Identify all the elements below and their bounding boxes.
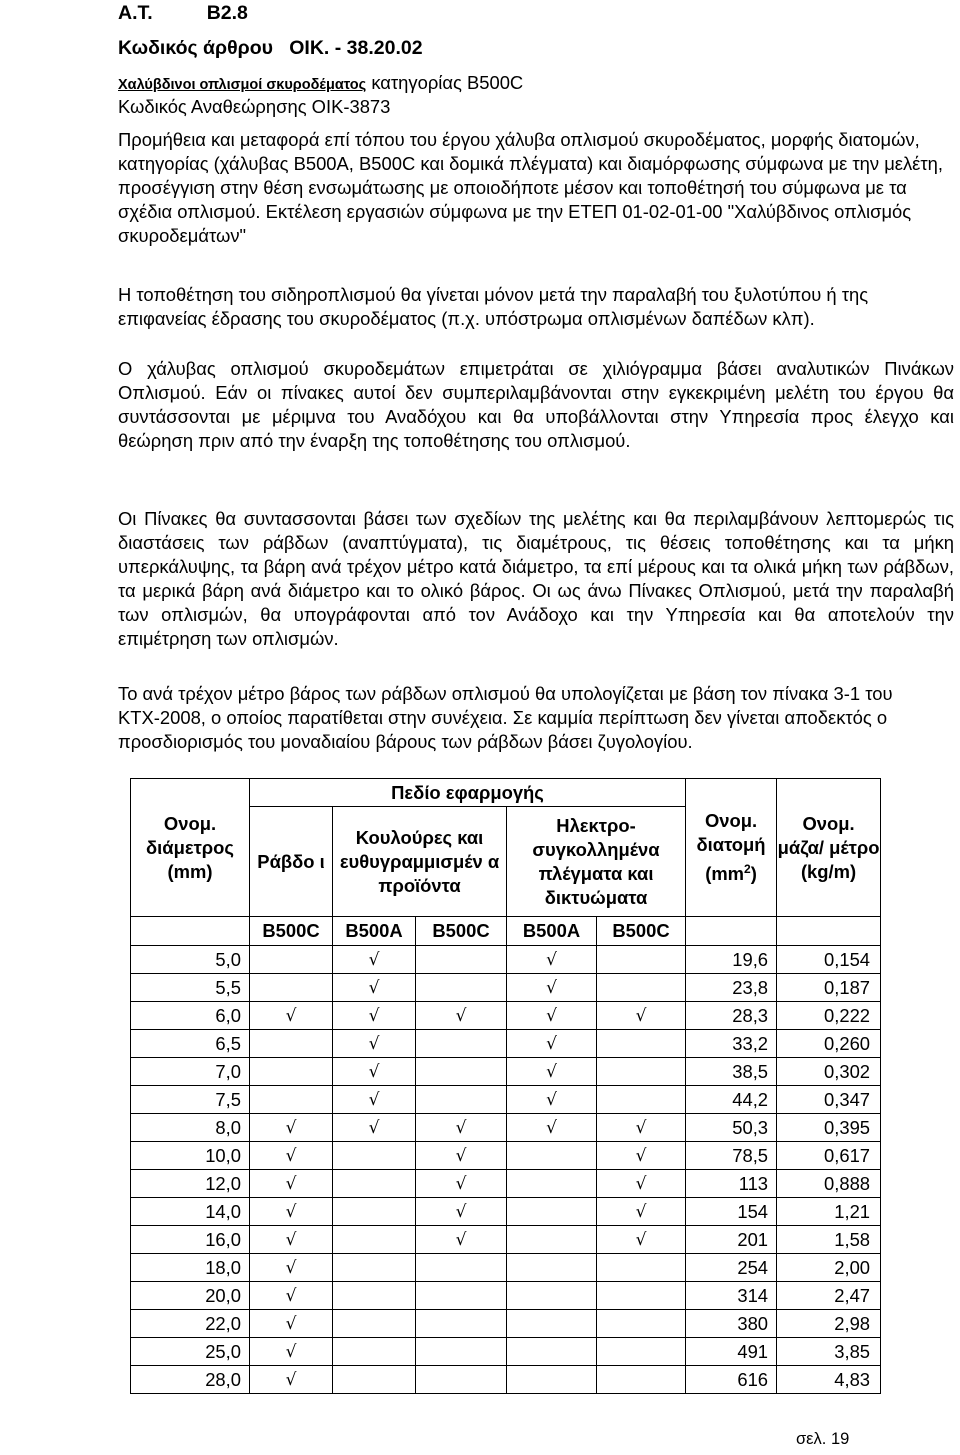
paragraph-text: Ο χάλυβας οπλισμού σκυροδεμάτων επιμετράται σε χιλιόγραμμα βάσει αναλυτικών Πινάκων Οπλισμού. Εάν οι πίνακες αυτοί δεν συμπεριλαμβάνονται στην εγκεκριμένη μελέτη του έργου θα συντάσσονται με μέριμνα του Αναδόχου και θα υποβάλλονται στην Υπηρεσία προς έλεγχο και θεώρηση πριν από την έναρξη της τοποθέτησης του οπλισμού. — [118, 358, 954, 451]
applicability-cell — [507, 1226, 597, 1254]
table-row — [131, 1170, 881, 1198]
article-code-label: Κωδικός άρθρου — [118, 37, 273, 59]
applicability-cell — [597, 1310, 686, 1338]
area-cell: 380 — [686, 1310, 777, 1338]
table-row — [131, 1114, 881, 1142]
applicability-cell — [507, 1114, 597, 1142]
diameter-cell: 7,0 — [131, 1058, 250, 1086]
table-row — [131, 1086, 881, 1114]
header-coils: Κουλούρες και ευθυγραμμισμέν α προϊόντα — [333, 807, 507, 917]
applicability-cell — [250, 974, 333, 1002]
check-icon: √ — [285, 1230, 297, 1250]
table-row — [131, 1142, 881, 1170]
check-icon: √ — [285, 1286, 297, 1306]
check-icon: √ — [285, 1006, 297, 1026]
table-row — [131, 1310, 881, 1338]
check-icon: √ — [285, 1258, 297, 1278]
applicability-cell — [333, 1170, 416, 1198]
applicability-cell — [416, 1002, 507, 1030]
applicability-cell — [416, 946, 507, 974]
applicability-cell — [333, 1086, 416, 1114]
applicability-cell — [416, 1170, 507, 1198]
check-icon: √ — [368, 950, 380, 970]
check-icon: √ — [546, 950, 557, 970]
diameter-cell: 7,5 — [131, 1086, 250, 1114]
paragraph-5 — [118, 682, 954, 754]
check-icon: √ — [285, 1342, 297, 1362]
paragraph-1 — [118, 128, 954, 248]
applicability-cell — [333, 1114, 416, 1142]
diameter-cell: 16,0 — [131, 1226, 250, 1254]
applicability-cell — [333, 1254, 416, 1282]
area-cell: 23,8 — [686, 974, 777, 1002]
applicability-cell — [507, 1310, 597, 1338]
applicability-cell — [416, 1338, 507, 1366]
paragraph-text: Το ανά τρέχον μέτρο βάρος των ράβδων οπλισμού θα υπολογίζεται με βάση τον πίνακα 3-1 του ΚΤΧ-2008, ο οποίος παρατίθεται στην συνέχεια. Σε καμμία περίπτωση δεν γίνεται αποδεκτός ο προσδιορισμός του μοναδιαίου βάρους των ράβδων βάσει ζυγολογίου. — [118, 683, 893, 752]
grade-cell: Β500C — [416, 917, 507, 946]
area-cell: 33,2 — [686, 1030, 777, 1058]
table-row — [131, 1282, 881, 1310]
applicability-cell — [507, 946, 597, 974]
check-icon: √ — [546, 1062, 557, 1082]
applicability-cell — [507, 1086, 597, 1114]
check-icon: √ — [368, 1034, 380, 1054]
applicability-cell — [333, 1282, 416, 1310]
table-row — [131, 1338, 881, 1366]
applicability-cell — [416, 1282, 507, 1310]
area-cell: 19,6 — [686, 946, 777, 974]
applicability-cell — [416, 1114, 507, 1142]
article-title — [118, 72, 523, 94]
applicability-cell — [597, 1254, 686, 1282]
check-icon: √ — [368, 978, 380, 998]
applicability-cell — [333, 1030, 416, 1058]
article-title-rest: κατηγορίας Β500C — [366, 72, 524, 93]
check-icon: √ — [635, 1146, 647, 1166]
area-cell: 314 — [686, 1282, 777, 1310]
page-number: σελ. 19 — [796, 1430, 850, 1448]
applicability-cell — [597, 1030, 686, 1058]
applicability-cell — [333, 1142, 416, 1170]
article-code — [118, 37, 423, 60]
article-title-bold: Χαλύβδινοι οπλισμοί σκυροδέματος — [118, 77, 367, 93]
applicability-cell — [507, 974, 597, 1002]
applicability-cell — [416, 1226, 507, 1254]
applicability-cell — [597, 974, 686, 1002]
diameter-cell: 12,0 — [131, 1170, 250, 1198]
applicability-cell — [250, 1030, 333, 1058]
mass-cell: 4,83 — [777, 1366, 881, 1394]
mass-cell: 1,21 — [777, 1198, 881, 1226]
applicability-cell — [507, 1282, 597, 1310]
diameter-cell: 5,5 — [131, 974, 250, 1002]
mass-cell: 0,187 — [777, 974, 881, 1002]
revision-code: Κωδικός Αναθεώρησης ΟΙΚ-3873 — [118, 96, 391, 117]
applicability-cell — [416, 1198, 507, 1226]
area-cell: 201 — [686, 1226, 777, 1254]
check-icon: √ — [546, 1118, 557, 1138]
applicability-cell — [416, 1254, 507, 1282]
applicability-cell — [597, 1086, 686, 1114]
applicability-cell — [597, 1366, 686, 1394]
applicability-cell — [250, 1198, 333, 1226]
applicability-cell — [333, 1310, 416, 1338]
applicability-cell — [250, 1254, 333, 1282]
check-icon: √ — [285, 1174, 297, 1194]
mass-cell: 0,347 — [777, 1086, 881, 1114]
check-icon: √ — [546, 1090, 557, 1110]
applicability-cell — [250, 1366, 333, 1394]
check-icon: √ — [455, 1230, 467, 1250]
table-row — [131, 974, 881, 1002]
grade-cell: Β500Α — [507, 917, 597, 946]
table-row — [131, 1254, 881, 1282]
applicability-cell — [507, 1366, 597, 1394]
applicability-cell — [333, 946, 416, 974]
paragraph-text: Η τοποθέτηση του σιδηροπλισμού θα γίνεται μόνον μετά την παραλαβή του ξυλοτύπου ή της επιφανείας έδρασης του σκυροδέματος (π.χ. υπόστρωμα οπλισμένων δαπέδων κλπ). — [118, 284, 869, 329]
area-cell: 254 — [686, 1254, 777, 1282]
table-row — [131, 946, 881, 974]
check-icon: √ — [368, 1006, 380, 1026]
check-icon: √ — [635, 1174, 647, 1194]
header-diameter: Ονομ. διάμετρος (mm) — [131, 779, 250, 917]
check-icon: √ — [368, 1062, 380, 1082]
grade-cell: Β500C — [597, 917, 686, 946]
mass-cell: 2,00 — [777, 1254, 881, 1282]
table-row — [131, 1058, 881, 1086]
check-icon: √ — [635, 1006, 647, 1026]
header-mass: Ονομ. μάζα/ μέτρο (kg/m) — [777, 779, 881, 917]
check-icon: √ — [546, 1034, 557, 1054]
area-cell: 491 — [686, 1338, 777, 1366]
check-icon: √ — [455, 1006, 467, 1026]
area-cell: 38,5 — [686, 1058, 777, 1086]
check-icon: √ — [455, 1202, 467, 1222]
applicability-cell — [333, 1198, 416, 1226]
check-icon: √ — [285, 1202, 297, 1222]
applicability-cell — [597, 1142, 686, 1170]
diameter-cell: 18,0 — [131, 1254, 250, 1282]
diameter-cell: 14,0 — [131, 1198, 250, 1226]
check-icon: √ — [635, 1202, 647, 1222]
diameter-cell: 25,0 — [131, 1338, 250, 1366]
table-row — [131, 1198, 881, 1226]
diameter-cell: 28,0 — [131, 1366, 250, 1394]
mass-cell: 3,85 — [777, 1338, 881, 1366]
check-icon: √ — [368, 1090, 380, 1110]
applicability-cell — [250, 1170, 333, 1198]
mass-cell: 0,260 — [777, 1030, 881, 1058]
check-icon: √ — [635, 1118, 647, 1138]
diameter-cell: 10,0 — [131, 1142, 250, 1170]
table-row — [131, 1030, 881, 1058]
header-area: Ονομ. διατομή $(mm^2)$ — [686, 779, 777, 917]
area-cell: 78,5 — [686, 1142, 777, 1170]
applicability-cell — [250, 946, 333, 974]
applicability-cell — [597, 1282, 686, 1310]
applicability-cell — [333, 1002, 416, 1030]
rebar-specification-table — [130, 778, 881, 1394]
header-application-field: Πεδίο εφαρμογής — [250, 779, 686, 807]
applicability-cell — [597, 946, 686, 974]
check-icon: √ — [368, 1118, 380, 1138]
applicability-cell — [597, 1058, 686, 1086]
applicability-cell — [416, 1086, 507, 1114]
applicability-cell — [250, 1226, 333, 1254]
applicability-cell — [507, 1058, 597, 1086]
applicability-cell — [507, 1254, 597, 1282]
mass-cell: 0,222 — [777, 1002, 881, 1030]
applicability-cell — [597, 1002, 686, 1030]
applicability-cell — [416, 1058, 507, 1086]
applicability-cell — [597, 1338, 686, 1366]
check-icon: √ — [546, 1006, 557, 1026]
applicability-cell — [597, 1114, 686, 1142]
check-icon: √ — [285, 1118, 297, 1138]
header-bars: Ράβδο ι — [250, 807, 333, 917]
area-cell: 154 — [686, 1198, 777, 1226]
applicability-cell — [507, 1030, 597, 1058]
table-row — [131, 1226, 881, 1254]
check-icon: √ — [455, 1146, 467, 1166]
grade-cell: Β500Α — [333, 917, 416, 946]
article-code-value: ΟΙΚ. - 38.20.02 — [289, 37, 423, 59]
paragraph-3 — [118, 357, 954, 453]
area-cell: 28,3 — [686, 1002, 777, 1030]
applicability-cell — [250, 1114, 333, 1142]
applicability-cell — [416, 1142, 507, 1170]
applicability-cell — [250, 1282, 333, 1310]
mass-cell: 0,154 — [777, 946, 881, 974]
paragraph-2 — [118, 283, 954, 331]
applicability-cell — [250, 1310, 333, 1338]
applicability-cell — [250, 1002, 333, 1030]
diameter-cell: 5,0 — [131, 946, 250, 974]
applicability-cell — [333, 974, 416, 1002]
mass-cell: 0,302 — [777, 1058, 881, 1086]
applicability-cell — [250, 1058, 333, 1086]
area-cell: 616 — [686, 1366, 777, 1394]
applicability-cell — [250, 1142, 333, 1170]
mass-cell: 2,98 — [777, 1310, 881, 1338]
area-cell: 50,3 — [686, 1114, 777, 1142]
mass-cell: 0,888 — [777, 1170, 881, 1198]
mass-cell: 0,395 — [777, 1114, 881, 1142]
table-row — [131, 1366, 881, 1394]
area-cell: 44,2 — [686, 1086, 777, 1114]
paragraph-text: Οι Πίνακες θα συντασσονται βάσει των σχεδίων της μελέτης και θα περιλαμβάνουν λεπτομερώς τις διαστάσεις των ράβδων (αναπτύγματα), τις διαμέτρους, τις θέσεις τοποθέτησης και τα μήκη υπερκάλυψης, τα βάρη ανά τρέχον μέτρο κατά διάμετρο, τα επί μέρους και τα ολικά μήκη των ράβδων, τα μερικά βάρη ανά διάμετρο και το ολικό βάρος. Οι ως άνω Πίνακες Οπλισμού, μετά την παραλαβή των οπλισμών, θα υπογράφονται από τον Ανάδοχο και την Υπηρεσία και θα αποτελούν την επιμέτρηση των οπλισμών. — [118, 508, 954, 649]
applicability-cell — [333, 1226, 416, 1254]
applicability-cell — [507, 1170, 597, 1198]
grade-cell: Β500C — [250, 917, 333, 946]
mass-cell: 0,617 — [777, 1142, 881, 1170]
applicability-cell — [597, 1226, 686, 1254]
applicability-cell — [597, 1198, 686, 1226]
diameter-cell: 20,0 — [131, 1282, 250, 1310]
diameter-cell: 8,0 — [131, 1114, 250, 1142]
applicability-cell — [507, 1338, 597, 1366]
header-mesh: Ηλεκτρο- συγκολλημένα πλέγματα και δικτυώματα — [507, 807, 686, 917]
check-icon: √ — [285, 1146, 297, 1166]
applicability-cell — [507, 1002, 597, 1030]
paragraph-text: Προμήθεια και μεταφορά επί τόπου του έργου χάλυβα οπλισμού σκυροδέματος, μορφής διατομών, κατηγορίας (χάλυβας Β500Α, Β500C και δομικά πλέγματα) και διαμόρφωσης σύμφωνα με την μελέτη, προσέγγιση στην θέση ενσωμάτωσης με οποιοδήποτε μέσον και τοποθέτησή του σύμφωνα με τα σχέδια οπλισμού. Εκτέλεση εργασιών σύμφωνα με την ΕΤΕΠ 01-02-01-00 "Χαλύβδινος οπλισμός σκυροδεμάτων" — [118, 129, 943, 246]
grades-row — [131, 917, 881, 946]
applicability-cell — [333, 1058, 416, 1086]
paragraph-4 — [118, 507, 954, 651]
check-icon: √ — [635, 1230, 647, 1250]
applicability-cell — [507, 1142, 597, 1170]
diameter-cell: 6,5 — [131, 1030, 250, 1058]
check-icon: √ — [455, 1118, 467, 1138]
mass-cell: 2,47 — [777, 1282, 881, 1310]
check-icon: √ — [455, 1174, 467, 1194]
diameter-cell: 6,0 — [131, 1002, 250, 1030]
applicability-cell — [250, 1086, 333, 1114]
area-cell: 113 — [686, 1170, 777, 1198]
mass-cell: 1,58 — [777, 1226, 881, 1254]
applicability-cell — [507, 1198, 597, 1226]
applicability-cell — [333, 1338, 416, 1366]
item-code-value: Β2.8 — [206, 2, 248, 24]
item-code — [118, 2, 248, 25]
applicability-cell — [416, 1030, 507, 1058]
applicability-cell — [416, 974, 507, 1002]
applicability-cell — [597, 1170, 686, 1198]
applicability-cell — [333, 1366, 416, 1394]
diameter-cell: 22,0 — [131, 1310, 250, 1338]
check-icon: √ — [285, 1370, 297, 1390]
table-row — [131, 1002, 881, 1030]
item-code-label: Α.Τ. — [118, 2, 153, 24]
applicability-cell — [416, 1310, 507, 1338]
applicability-cell — [250, 1338, 333, 1366]
check-icon: √ — [546, 978, 557, 998]
check-icon: √ — [285, 1314, 297, 1334]
applicability-cell — [416, 1366, 507, 1394]
